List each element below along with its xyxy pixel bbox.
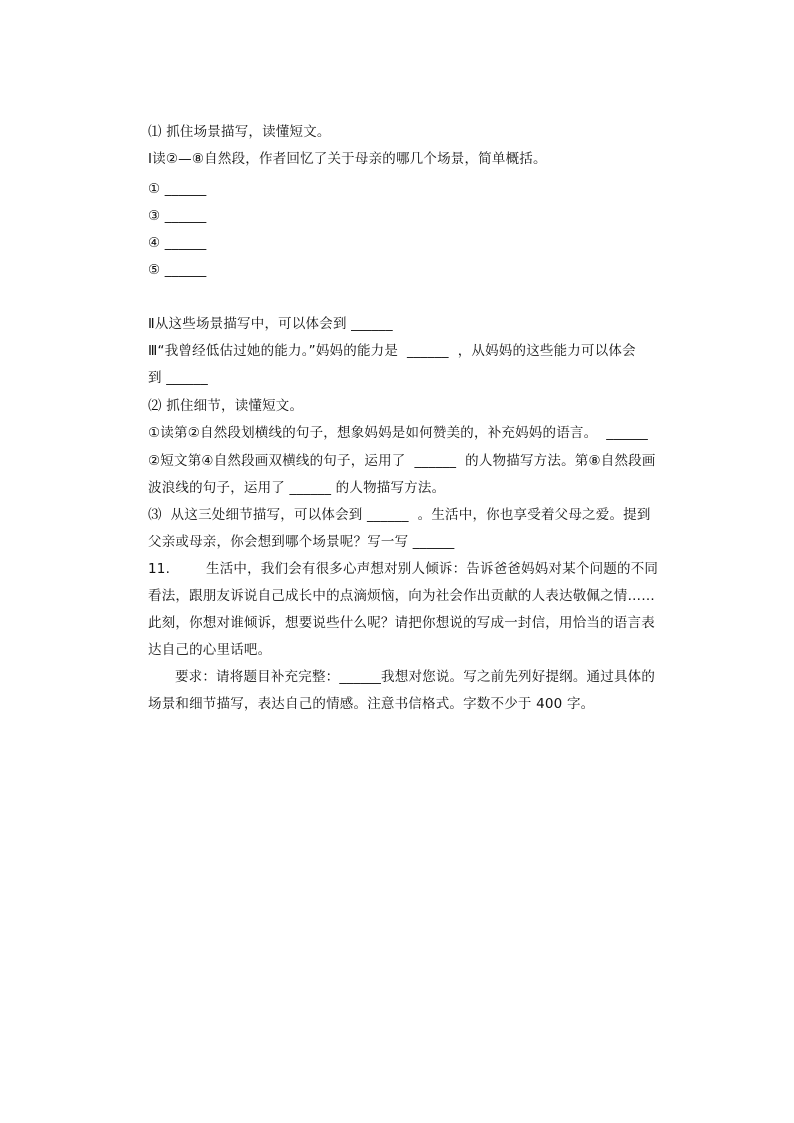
answer-blank-1: ① ______ bbox=[148, 181, 207, 197]
q1-part3-prompt: Ⅲ“我曾经低估过她的能力。”妈妈的能力是 ______ ，从妈妈的这些能力可以体会 bbox=[148, 343, 636, 359]
q2-item2-continued: 波浪线的句子，运用了 ______ 的人物描写方法。 bbox=[148, 480, 446, 496]
q11-line3: 此刻，你想对谁倾诉，想要说些什么呢？请把你想说的写成一封信，用恰当的语言表 bbox=[148, 615, 655, 631]
q1-part3-continued: 到 ______ bbox=[148, 370, 208, 386]
q11-requirements-continued: 场景和细节描写，表达自己的情感。注意书信格式。字数不少于 400 字。 bbox=[148, 696, 595, 712]
q1-heading: ⑴ 抓住场景描写，读懂短文。 bbox=[148, 124, 331, 140]
answer-blank-5: ⑤ ______ bbox=[148, 262, 207, 278]
answer-blank-3: ③ ______ bbox=[148, 208, 207, 224]
answer-blank-4: ④ ______ bbox=[148, 235, 207, 251]
q11-line1: 11. 生活中，我们会有很多心声想对别人倾诉：告诉爸爸妈妈对某个问题的不同 bbox=[148, 561, 659, 577]
q2-heading: ⑵ 抓住细节，读懂短文。 bbox=[148, 398, 304, 414]
q2-item2: ②短文第④自然段画双横线的句子，运用了 ______ 的人物描写方法。第⑧自然段画 bbox=[148, 453, 656, 469]
q1-part2-prompt: Ⅱ从这些场景描写中，可以体会到 ______ bbox=[148, 316, 393, 332]
q2-item1: ①读第②自然段划横线的句子，想象妈妈是如何赞美的，补充妈妈的语言。 ______ bbox=[148, 425, 648, 441]
q11-line4: 达自己的心里话吧。 bbox=[148, 642, 272, 658]
q11-line2: 看法，跟朋友诉说自己成长中的点滴烦恼，向为社会作出贡献的人表达敬佩之情…… bbox=[148, 588, 655, 604]
q3-prompt-continued: 父亲或母亲，你会想到哪个场景呢？写一写 ______ bbox=[148, 534, 455, 550]
q1-part1-prompt: Ⅰ读②—⑧自然段，作者回忆了关于母亲的哪几个场景，简单概括。 bbox=[148, 151, 547, 167]
q11-requirements: 要求：请将题目补充完整：______我想对您说。写之前先列好提纲。通过具体的 bbox=[148, 669, 656, 685]
q3-prompt: ⑶ 从这三处细节描写，可以体会到 ______ 。生活中，你也享受着父母之爱。提到 bbox=[148, 507, 651, 523]
